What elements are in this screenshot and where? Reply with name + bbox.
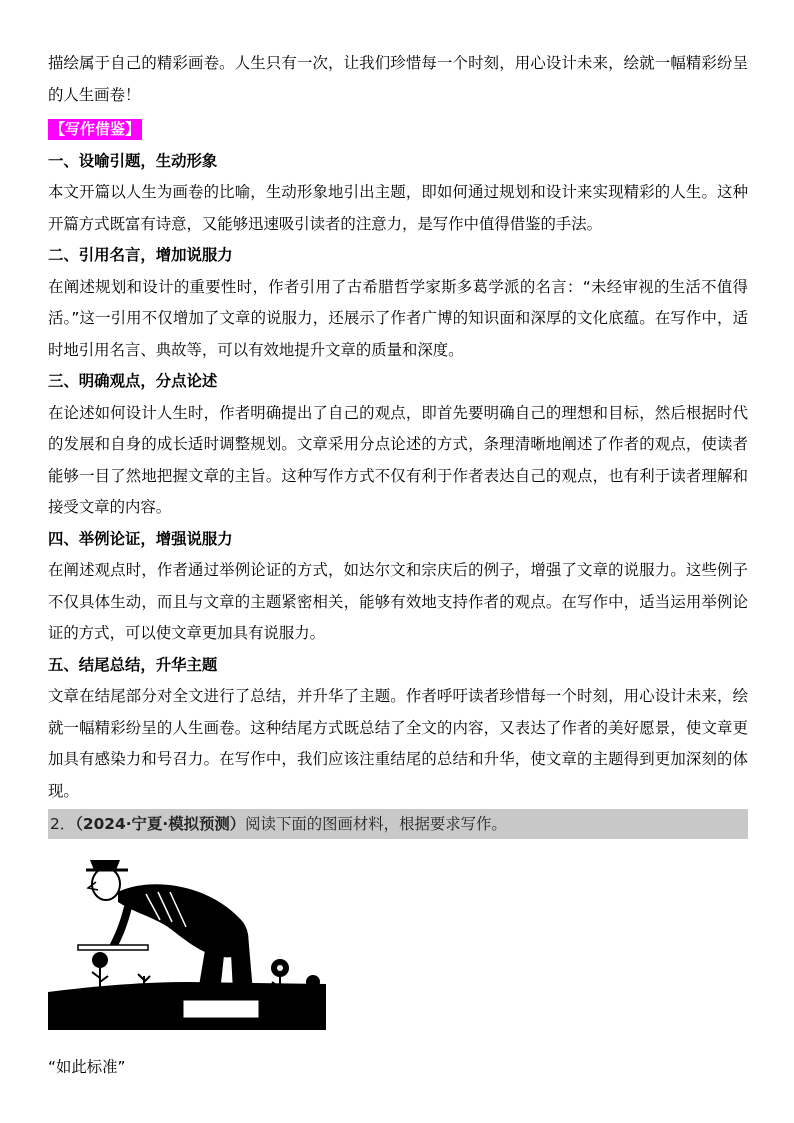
body-1: 本文开篇以人生为画卷的比喻，生动形象地引出主题，即如何通过规划和设计来实现精彩的人生。这种开篇方式既富有诗意，又能够迅速吸引读者的注意力，是写作中值得借鉴的手法。 xyxy=(48,183,748,233)
cartoon-illustration xyxy=(48,842,326,1030)
section-tag-row xyxy=(48,114,748,146)
question-number: 2． xyxy=(50,815,76,833)
question-source: （2024·宁夏·模拟预测） xyxy=(75,815,246,833)
heading-2: 二、引用名言，增加说服力 xyxy=(48,246,233,264)
heading-3: 三、明确观点，分点论述 xyxy=(48,372,218,390)
heading-1: 一、设喻引题，生动形象 xyxy=(48,151,218,170)
question-bar xyxy=(48,809,748,839)
writing-reference-tag: 【写作借鉴】 xyxy=(50,120,141,138)
heading-4: 四、举例论证，增强说服力 xyxy=(48,529,233,548)
question-text: 阅读下面的图画材料，根据要求写作。 xyxy=(245,815,507,833)
body-5: 文章在结尾部分对全文进行了总结，并升华了主题。作者呼吁读者珍惜每一个时刻，用心设计未来，绘就一幅精彩纷呈的人生画卷。这种结尾方式既总结了全文的内容，又表达了作者的美好愿景，使文章更加具有感染力和号召力。在写作中，我们应该注重结尾的总结和升华，使文章的主题得到更加深刻的体现。 xyxy=(48,687,748,800)
body-2: 在阐述规划和设计的重要性时，作者引用了古希腊哲学家斯多葛学派的名言：“未经审视的生活不值得活。”这一引用不仅增加了文章的说服力，还展示了作者广博的知识面和深厚的文化底蕴。在写作中，适时地引用名言、典故等，可以有效地提升文章的质量和深度。 xyxy=(48,277,748,359)
figure-caption: “如此标准” xyxy=(48,1057,126,1076)
page-content xyxy=(48,48,748,1083)
body-4: 在阐述观点时，作者通过举例论证的方式，如达尔文和宗庆后的例子，增强了文章的说服力。这些例子不仅具体生动，而且与文章的主题紧密相关，能够有效地支持作者的观点。在写作中，适当运用举例论证的方式，可以使文章更加具有说服力。 xyxy=(48,561,748,642)
intro-paragraph: 描绘属于自己的精彩画卷。人生只有一次，让我们珍惜每一个时刻，用心设计未来，绘就一幅精彩纷呈的人生画卷！ xyxy=(48,54,748,104)
heading-5: 五、结尾总结，升华主题 xyxy=(48,655,218,674)
body-3: 在论述如何设计人生时，作者明确提出了自己的观点，即首先要明确自己的理想和目标，然后根据时代的发展和自身的成长适时调整规划。文章采用分点论述的方式，条理清晰地阐述了作者的观点，使读者能够一目了然地把握文章的主旨。这种写作方式不仅有利于作者表达自己的观点，也有利于读者理解和接受文章的内容。 xyxy=(48,403,748,516)
